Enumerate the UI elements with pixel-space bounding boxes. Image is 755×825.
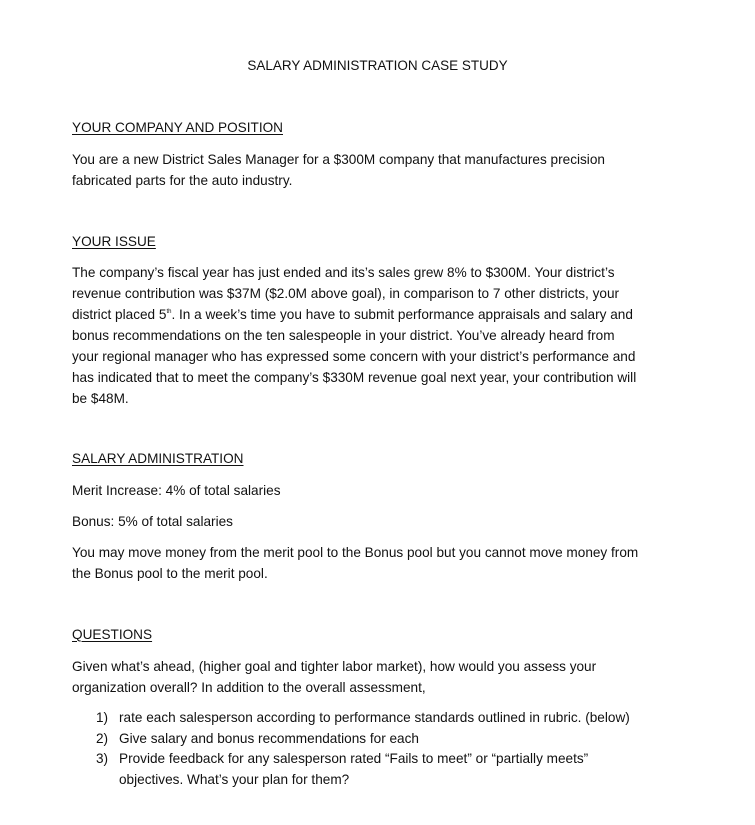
bonus-text: Bonus: 5% of total salaries	[72, 514, 233, 529]
company-line-2: fabricated parts for the auto industry.	[72, 173, 293, 188]
list-item	[72, 708, 687, 729]
list-item-text-continued: objectives. What’s your plan for them?	[119, 771, 350, 787]
merit-increase-text: Merit Increase: 4% of total salaries	[72, 483, 281, 498]
questions-list	[72, 708, 687, 790]
issue-line-3-start: district placed 5	[72, 307, 167, 322]
list-item-text: rate each salesperson according to performance standards outlined in rubric. (below)	[119, 710, 630, 725]
issue-line-1: The company’s fiscal year has just ended and its’s sales grew 8% to $300M. Your district’s	[72, 265, 615, 280]
list-item-number: 2)	[96, 730, 109, 746]
pool-transfer-line-1: You may move money from the merit pool to the Bonus pool but you cannot move money from	[72, 545, 639, 560]
questions-intro	[72, 656, 687, 698]
list-item	[72, 729, 687, 750]
issue-line-3	[72, 304, 687, 325]
issue-line-2: revenue contribution was $37M ($2.0M above goal), in comparison to 7 other districts, your	[72, 286, 620, 301]
questions-intro-line-1: Given what’s ahead, (higher goal and tighter labor market), how would you assess your	[72, 659, 597, 674]
list-item-text: Provide feedback for any salesperson rated “Fails to meet” or “partially meets”	[119, 751, 589, 766]
company-paragraph	[72, 149, 687, 191]
list-item-number: 3)	[96, 751, 109, 766]
issue-line-7: be $48M.	[72, 391, 129, 406]
questions-heading: QUESTIONS	[72, 627, 153, 642]
issue-heading: YOUR ISSUE	[72, 234, 156, 249]
pool-transfer-line-2: the Bonus pool to the merit pool.	[72, 566, 268, 581]
company-line-1: You are a new District Sales Manager for a $300M company that manufactures precision	[72, 152, 605, 167]
pool-transfer-paragraph	[72, 542, 687, 584]
issue-line-5: your regional manager who has expressed some concern with your district’s performance and	[72, 349, 636, 364]
issue-line-3-end: . In a week’s time you have to submit performance appraisals and salary and	[171, 307, 633, 322]
issue-paragraph	[72, 262, 687, 409]
issue-line-6: has indicated that to meet the company’s $330M revenue goal next year, your contribution will	[72, 370, 637, 385]
salary-heading: SALARY ADMINISTRATION	[72, 451, 244, 466]
document-title: SALARY ADMINISTRATION CASE STUDY	[247, 58, 508, 73]
list-item	[72, 749, 687, 790]
company-heading: YOUR COMPANY AND POSITION	[72, 120, 283, 135]
ordinal-suffix: th	[166, 309, 172, 315]
list-item-text: Give salary and bonus recommendations for each	[119, 730, 419, 746]
issue-line-4: bonus recommendations on the ten salespeople in your district. You’ve already heard from	[72, 328, 615, 343]
questions-intro-line-2: organization overall? In addition to the overall assessment,	[72, 680, 426, 695]
list-item-number: 1)	[96, 710, 109, 725]
